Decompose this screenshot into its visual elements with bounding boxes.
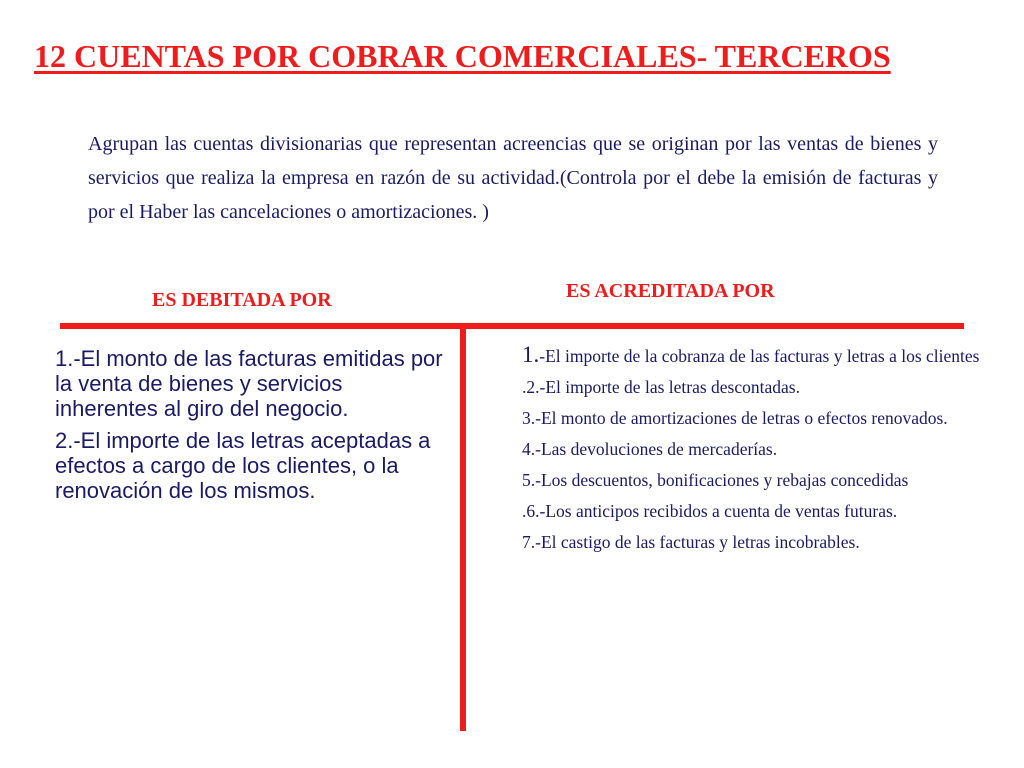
credit-item: 3.-El monto de amortizaciones de letras o efectos renovados. (522, 408, 948, 428)
page-title: 12 CUENTAS POR COBRAR COMERCIALES- TERCEROS (34, 38, 891, 74)
credit-item: .2.-El importe de las letras descontadas. (522, 377, 800, 397)
credit-heading: ES ACREDITADA POR (566, 280, 775, 302)
credit-item: 7.-El castigo de las facturas y letras incobrables. (522, 532, 860, 552)
credit-item: 4.-Las devoluciones de mercaderías. (522, 439, 778, 459)
credit-item-number: 1. (522, 342, 540, 367)
t-account-vertical-line (460, 326, 466, 731)
credit-item: .6.-Los anticipos recibidos a cuenta de ventas futuras. (522, 501, 898, 521)
debit-heading: ES DEBITADA POR (152, 289, 332, 311)
intro-paragraph: Agrupan las cuentas divisionarias que representan acreencias que se originan por las ventas de bienes y servicios que realiza la empresa en razón de su actividad.(Controla por el debe la emisión de facturas y por el Haber las cancelaciones o amortizaciones. ) (88, 133, 938, 223)
credit-item-text: -El importe de la cobranza de las facturas y letras a los clientes (539, 346, 980, 366)
debit-list (55, 346, 450, 510)
debit-item: 2.-El importe de las letras aceptadas a efectos a cargo de los clientes, o la renovación de los mismos. (55, 428, 431, 503)
credit-item (522, 342, 982, 369)
t-account-horizontal-line (60, 323, 964, 329)
debit-item: 1.-El monto de las facturas emitidas por la venta de bienes y servicios inherentes al giro del negocio. (55, 346, 443, 421)
credit-item: 5.-Los descuentos, bonificaciones y rebajas concedidas (522, 470, 909, 490)
credit-list (522, 342, 982, 561)
